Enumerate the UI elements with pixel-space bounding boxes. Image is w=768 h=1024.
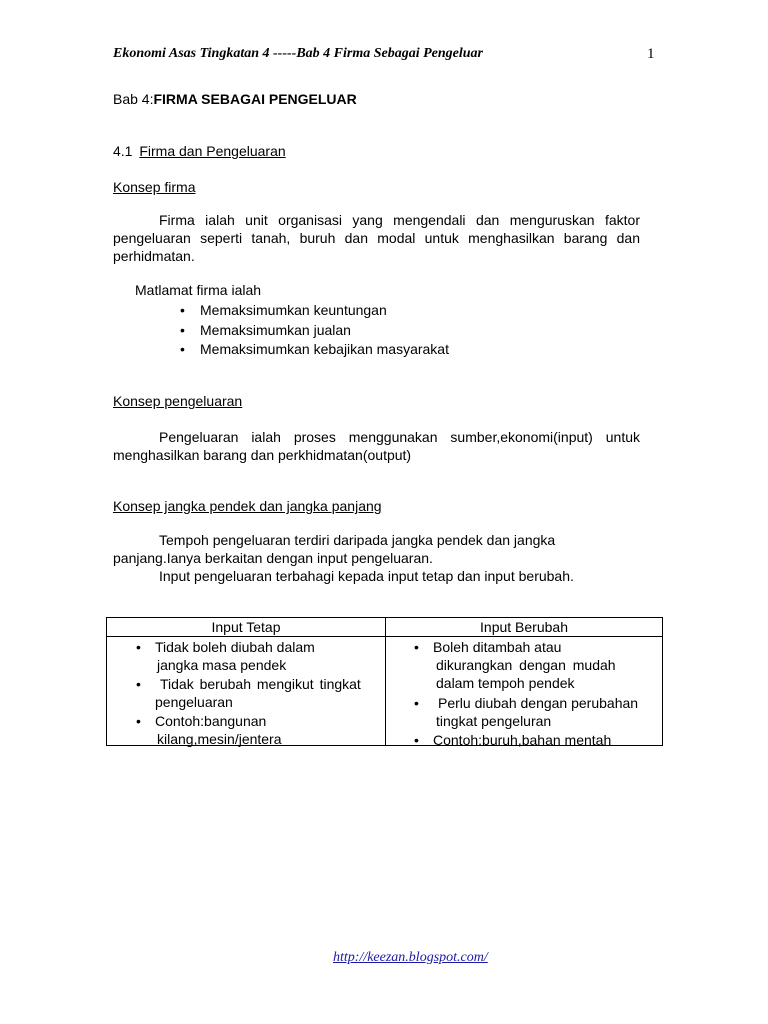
list-item: • Memaksimumkan kebajikan masyarakat [180,341,449,357]
list-item: Contoh:buruh,bahan mentah [433,732,612,748]
section-heading [113,143,286,159]
input-comparison-table [106,617,663,746]
paragraph-line: Input pengeluaran terbahagi kepada input tetap dan input berubah. [159,568,574,584]
konsep-pengeluaran-paragraph [113,428,640,464]
section-title: Firma dan Pengeluaran [139,143,286,159]
konsep-jangka-heading: Konsep jangka pendek dan jangka panjang [113,498,382,514]
list-item: jangka masa pendek [157,657,287,673]
table-header-row [107,618,663,637]
paragraph-line: Firma ialah unit organisasi yang mengendali dan menguruskan faktor [159,212,640,228]
list-item: Tidak boleh diubah dalam [155,639,315,655]
list-item: Tidak berubah mengikut tingkat [160,676,361,692]
table-header-tetap: Input Tetap [107,618,386,637]
table-row [107,637,663,746]
list-item: kilang,mesin/jentera [157,731,282,747]
konsep-firma-heading: Konsep firma [113,179,196,195]
list-item: dikurangkan dengan mudah [436,657,616,673]
list-item: • Memaksimumkan jualan [180,322,351,338]
section-number: 4.1 [113,143,133,159]
table-cell-berubah: • Boleh ditambah atau dikurangkan dengan mudah dalam tempoh pendek • Perlu diubah dengan perubahan tingkat pengeluran • Contoh:buruh,bahan mentah [386,637,663,746]
paragraph-line: Tempoh pengeluaran terdiri daripada jangka pendek dan jangka [159,532,556,548]
goals-list [180,301,449,359]
table-cell-tetap: • Tidak boleh diubah dalam jangka masa pendek • Tidak berubah mengikut tingkat pengeluaran • Contoh:bangunan kilang,mesin/jentera [107,637,386,746]
table-header-berubah: Input Berubah [386,618,663,637]
page-number: 1 [647,46,655,62]
paragraph-line: pengeluaran seperti tanah, buruh dan modal untuk menghasilkan barang dan [113,230,640,246]
konsep-jangka-paragraph [113,531,640,585]
list-item: Contoh:bangunan [155,713,267,729]
konsep-pengeluaran-heading: Konsep pengeluaran [113,393,243,409]
list-item: Boleh ditambah atau [433,639,562,655]
list-item: Perlu diubah dengan perubahan [438,695,639,711]
list-item: pengeluaran [155,694,233,710]
chapter-heading [113,91,357,107]
konsep-firma-paragraph [113,211,640,265]
blog-link[interactable]: http://keezan.blogspot.com/ [333,950,488,965]
list-item: • Memaksimumkan keuntungan [180,302,387,318]
paragraph-line: Pengeluaran ialah proses menggunakan sumber,ekonomi(input) untuk [159,429,640,445]
goals-intro: Matlamat firma ialah [135,282,262,298]
running-header: Ekonomi Asas Tingkatan 4 -----Bab 4 Firma Sebagai Pengeluar [113,46,483,61]
paragraph-line: perhidmatan. [113,248,195,264]
paragraph-line: panjang.Ianya berkaitan dengan input pengeluaran. [113,550,433,566]
paragraph-line: menghasilkan barang dan perkhidmatan(output) [113,447,412,463]
chapter-prefix: Bab 4: [113,91,154,107]
list-item: tingkat pengeluran [436,713,552,729]
chapter-title: FIRMA SEBAGAI PENGELUAR [153,91,357,107]
list-item: dalam tempoh pendek [436,675,575,691]
